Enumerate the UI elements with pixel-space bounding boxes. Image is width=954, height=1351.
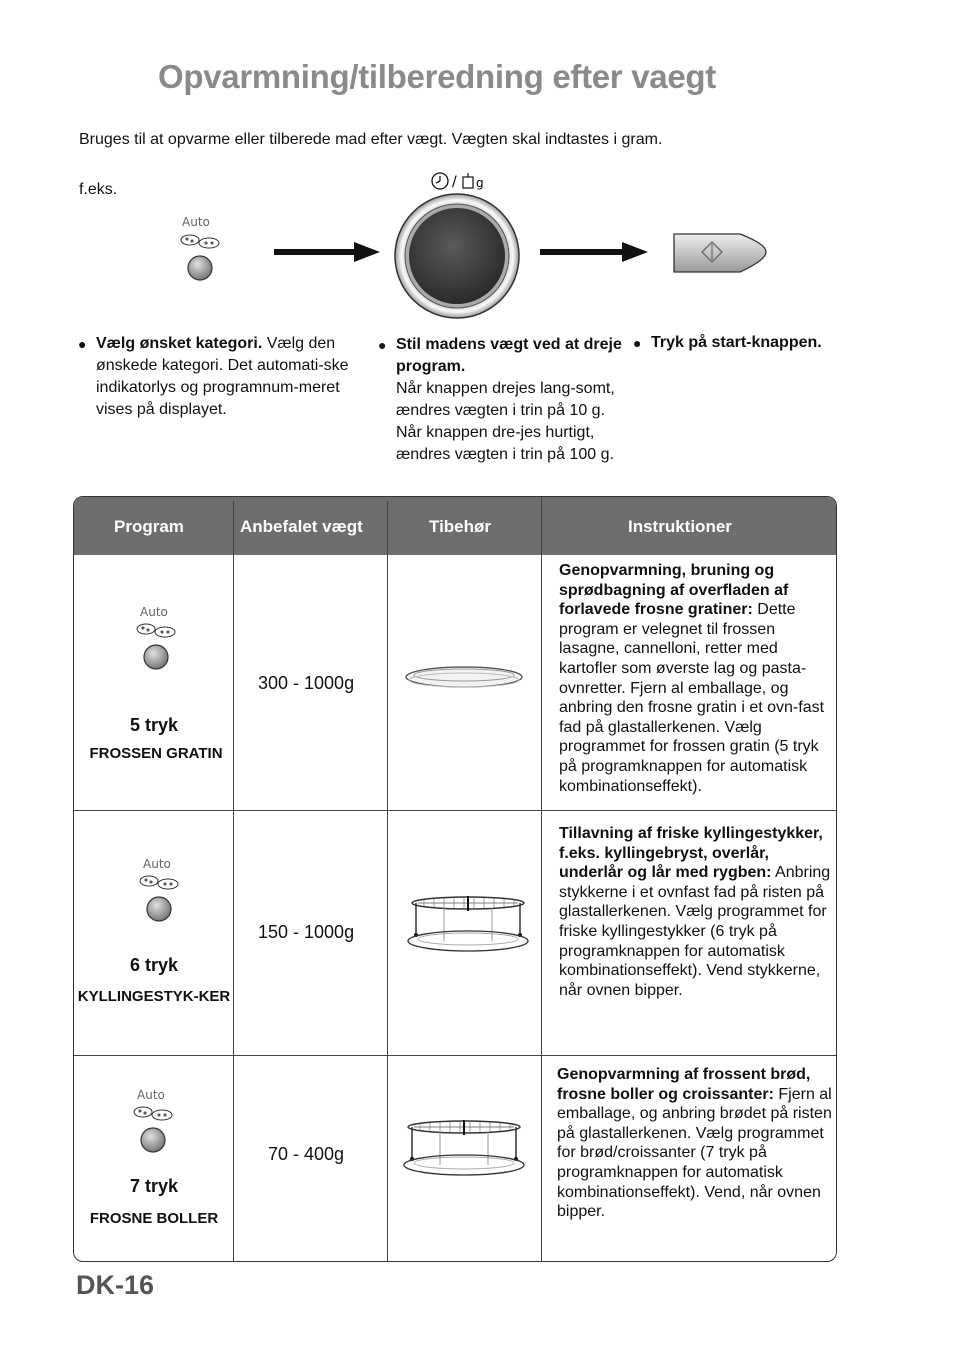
header-instructions: Instruktioner: [628, 517, 732, 536]
step-2-bold: Stil madens vægt ved at dreje program.: [396, 336, 622, 375]
step-2-text: Når knappen drejes lang-somt, ændres vægten i trin på 10 g. Når knappen dre-jes hurtigt, ændres vægten i trin på 100 g.: [396, 380, 615, 463]
bullet: ●: [378, 337, 387, 353]
auto-button-icon: [176, 230, 226, 284]
auto-button-diagram: [182, 215, 210, 229]
column-divider: [541, 497, 542, 1261]
header-program: Program: [114, 517, 184, 536]
step-3-bold: Tryk på start-knappen.: [651, 334, 822, 351]
press-count: 7 tryk: [129, 1176, 179, 1196]
instruction-heading: Genopvarmning af frossent brød, frosne boller og croissanter:: [557, 1066, 811, 1103]
program-dial-icon: [393, 192, 521, 320]
bullet: ●: [633, 335, 642, 351]
clock-weight-icon: [430, 170, 490, 192]
press-count: 6 tryk: [129, 955, 179, 975]
recommended-weight: 70 - 400g: [268, 1144, 345, 1164]
step-3: [633, 332, 851, 354]
page-title: Opvarmning/tilberedning efter vaegt: [158, 58, 716, 95]
auto-button-icon: [129, 1102, 179, 1156]
instruction-text: [559, 561, 837, 796]
step-1-text: Vælg den ønskede kategori. Det automati-ske indikatorlys og programnum-meret vises på displayet.: [96, 335, 349, 418]
instruction-text: [557, 1065, 835, 1222]
press-count: 5 tryk: [129, 715, 179, 735]
instruction-body: Anbring stykkerne i et ovnfast fad på risten på glastallerkenen. Vælg programmet for friske kyllingestykker (6 tryk på programknappen for automatisk kombinationseffekt). Vend stykkerne, når ovnen bipper.: [559, 864, 831, 999]
auto-label: Auto: [137, 1088, 165, 1102]
table-header: [74, 497, 836, 555]
auto-label: Auto: [182, 215, 210, 229]
step-2: [378, 334, 622, 466]
auto-button-icon: [135, 871, 185, 925]
arrow-right-icon: [272, 240, 382, 264]
dial-unit-label: g: [476, 176, 484, 190]
category-name: FROSNE BOLLER: [89, 1210, 219, 1227]
arrow-right-icon: [538, 240, 650, 264]
step-1-bold: Vælg ønsket kategori.: [96, 335, 263, 352]
start-button-icon: [670, 230, 770, 276]
column-divider: [233, 501, 234, 1261]
svg-text:/: /: [452, 174, 457, 190]
category-name: FROSSEN GRATIN: [89, 745, 223, 762]
program-table: [73, 496, 837, 1262]
glass-tray-icon: [398, 657, 534, 697]
intro-text: Bruges til at opvarme eller tilberede mad efter vægt. Vægten skal indtastes i gram.: [79, 131, 663, 148]
auto-label: Auto: [140, 605, 168, 619]
instruction-text: [559, 824, 837, 1000]
bullet: ●: [78, 336, 87, 352]
auto-label: Auto: [143, 857, 171, 871]
page-number: DK-16: [76, 1270, 155, 1300]
instruction-body: Dette program er velegnet til frossen lasagne, cannelloni, retter med kartofler som øverste lag og pasta-ovnretter. Fjern al emballage, og anbring den frosne gratin i et ovn-fast fad på glastallerkenen. Vælg programmet for frossen gratin (5 tryk på programknappen for automatisk kombinationseffekt).: [559, 601, 825, 795]
recommended-weight: 150 - 1000g: [258, 922, 355, 942]
header-accessory: Tibehør: [429, 517, 492, 536]
recommended-weight: 300 - 1000g: [258, 673, 355, 693]
row-divider: [74, 1055, 836, 1056]
rack-on-tray-icon: [404, 895, 534, 961]
header-weight: Anbefalet vægt: [240, 517, 363, 536]
instruction-heading: Tillavning af friske kyllingestykker, f.eks. kyllingebryst, overlår, underlår og lår med rygben:: [559, 825, 823, 882]
row-divider: [74, 810, 836, 811]
rack-on-tray-icon: [400, 1119, 530, 1185]
auto-button-icon: [132, 619, 182, 673]
step-1: [78, 333, 366, 421]
column-divider: [387, 501, 388, 1261]
instruction-body: Fjern al emballage, og anbring brødet på risten på glastallerkenen. Vælg programmet for brød/croissanter (7 tryk på programknappen for automatisk kombinationseffekt). Vend, når ovnen bipper.: [557, 1085, 832, 1221]
instruction-heading: Genopvarmning, bruning og sprødbagning af overfladen af forlavede frosne gratiner:: [559, 562, 789, 619]
example-label: f.eks.: [79, 181, 118, 198]
category-name: KYLLINGESTYK-KER: [77, 988, 231, 1005]
